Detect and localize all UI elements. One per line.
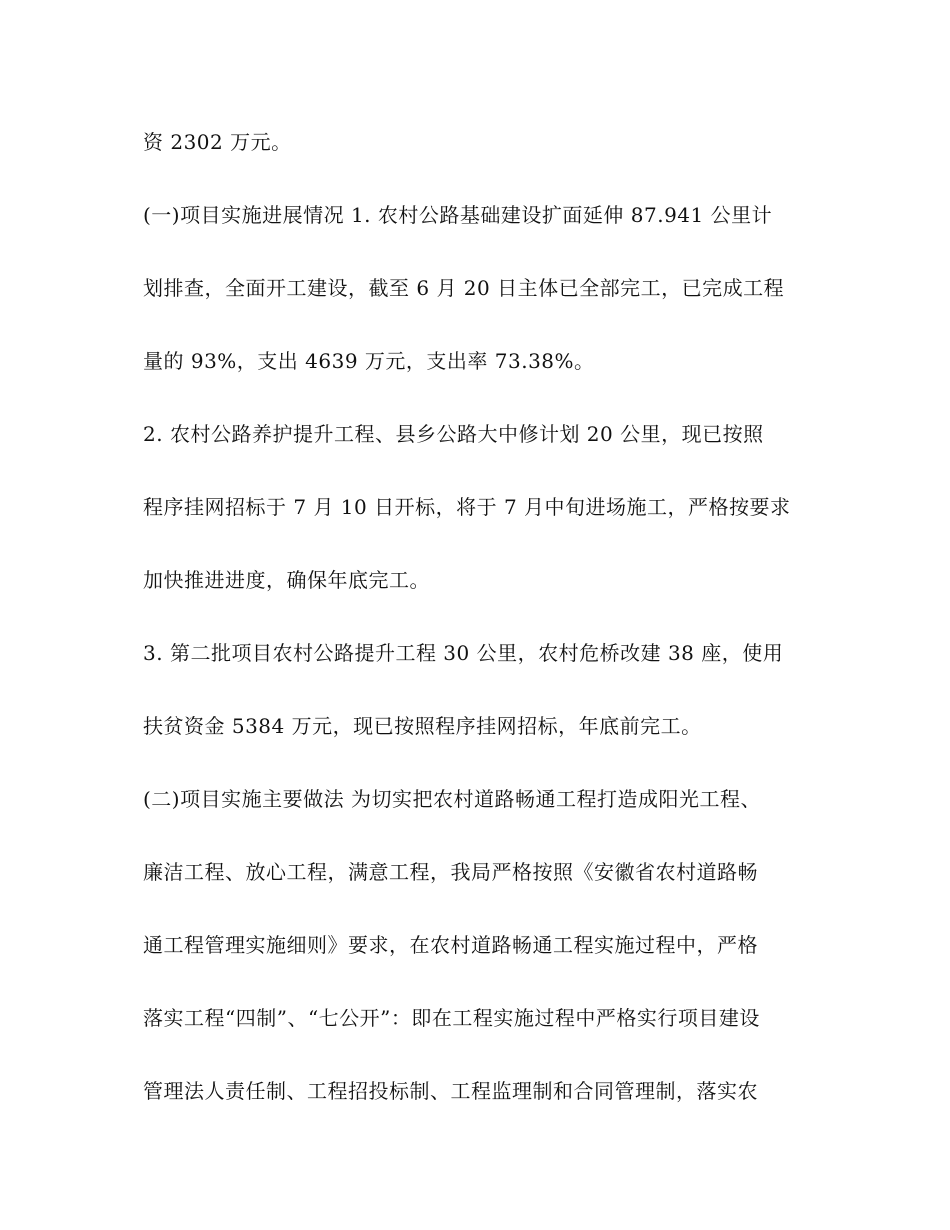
text-line: 资 2302 万元。	[143, 130, 292, 154]
text-line: 扶贫资金 5384 万元，现已按照程序挂网招标，年底前完工。	[143, 714, 702, 738]
text-line: (二)项目实施主要做法 为切实把农村道路畅通工程打造成阳光工程、	[143, 787, 761, 811]
text-line: 加快推进进度，确保年底完工。	[143, 568, 430, 592]
text-line: 管理法人责任制、工程招投标制、工程监理制和合同管理制，落实农	[143, 1079, 758, 1103]
text-line: 落实工程“四制”、“七公开”：即在工程实施过程中严格实行项目建设	[143, 1006, 760, 1030]
text-line: 通工程管理实施细则》要求，在农村道路畅通工程实施过程中，严格	[143, 933, 758, 957]
text-line: 2. 农村公路养护提升工程、县乡公路大中修计划 20 公里，现已按照	[143, 422, 764, 446]
text-line: 廉洁工程、放心工程，满意工程，我局严格按照《安徽省农村道路畅	[143, 860, 758, 884]
text-line: 量的 93%，支出 4639 万元，支出率 73.38%。	[143, 349, 595, 373]
text-line: 3. 第二批项目农村公路提升工程 30 公里，农村危桥改建 38 座，使用	[143, 641, 784, 665]
text-line: 划排查，全面开工建设，截至 6 月 20 日主体已全部完工，已完成工程	[143, 276, 785, 300]
text-line: (一)项目实施进展情况 1. 农村公路基础建设扩面延伸 87.941 公里计	[143, 203, 773, 227]
text-line: 程序挂网招标于 7 月 10 日开标，将于 7 月中旬进场施工，严格按要求	[143, 495, 791, 519]
